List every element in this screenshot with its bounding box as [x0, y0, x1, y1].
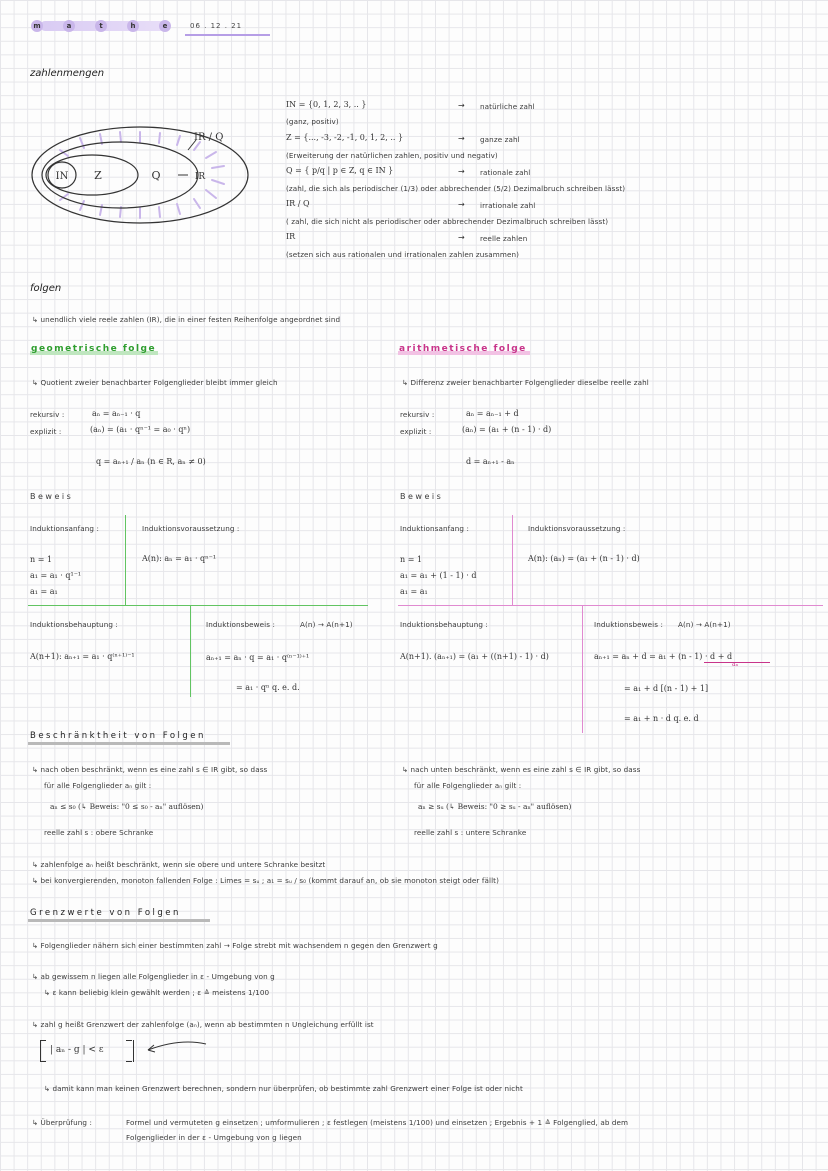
def-r: IR — [286, 232, 296, 241]
beschr-left-2: für alle Folgenglieder aₙ gilt : — [44, 781, 152, 790]
geo-rekursiv: aₙ = aₙ₋₁ · q — [92, 409, 141, 418]
geo-ibew-label: Induktionsbeweis : — [206, 620, 276, 629]
arith-ib-label: Induktionsbehauptung : — [400, 620, 488, 629]
def-z: Z = {..., -3, -2, -1, 0, 1, 2, .. } — [286, 133, 404, 142]
grenz-line-2: ↳ ab gewissem n liegen alle Folgenglieder in ε - Umgebung von g — [32, 972, 275, 981]
def-r-note: (setzen sich aus rationalen und irrationalen zahlen zusammen) — [286, 250, 520, 259]
def-n-arrow: → — [458, 101, 465, 110]
arith-rekursiv-label: rekursiv : — [400, 410, 435, 419]
arith-desc: ↳ Differenz zweier benachbarter Folgenglieder dieselbe reelle zahl — [402, 378, 649, 387]
geo-explizit: (aₙ) = (a₁ · qⁿ⁻¹ = a₀ · qⁿ) — [90, 425, 191, 434]
title-letter-a: a — [63, 20, 75, 32]
number-set-diagram — [20, 118, 260, 228]
def-q-arrow: → — [458, 167, 465, 176]
def-r-name: reelle zahlen — [480, 234, 528, 243]
geo-divider-v1 — [125, 515, 126, 605]
geo-iv: A(n): aₙ = a₁ · qⁿ⁻¹ — [142, 554, 217, 563]
grenz-line-5: ↳ damit kann man keinen Grenzwert berechnen, sondern nur überprüfen, ob bestimmte zahl Grenzwert einer Folge ist oder nicht — [44, 1084, 523, 1093]
epsilon-box-bot-right — [126, 1061, 132, 1062]
geo-ia-label: Induktionsanfang : — [30, 524, 99, 533]
arith-beweis: Beweis — [400, 492, 444, 501]
def-z-arrow: → — [458, 134, 465, 143]
def-irr: IR / Q — [286, 199, 310, 208]
grenz-line-8: Folgenglieder in der ε - Umgebung von g liegen — [126, 1133, 302, 1142]
def-n-name: natürliche zahl — [480, 102, 535, 111]
beschr-note-2: ↳ bei konvergierenden, monoton fallenden Folge : Limes = sᵤ ; a₁ = sᵤ / s₀ (kommt darauf an, ob sie monoton steigt oder fällt) — [32, 876, 499, 885]
geo-q-formula: q = aₙ₊₁ / aₙ (n ∈ R, aₙ ≠ 0) — [96, 457, 206, 466]
arith-ibew-cancel: aₙ — [732, 661, 739, 668]
def-n-note: (ganz, positiv) — [286, 117, 339, 126]
epsilon-box-bot-left — [40, 1061, 46, 1062]
arith-divider-v1 — [512, 515, 513, 605]
def-q-name: rationale zahl — [480, 168, 531, 177]
arith-rekursiv: aₙ = aₙ₋₁ + d — [466, 409, 519, 418]
def-r-arrow: → — [458, 233, 465, 242]
page-date: 06 . 12 . 21 — [190, 22, 243, 30]
zahlenmengen-heading: zahlenmengen — [30, 68, 105, 79]
def-irr-note: ( zahl, die sich nicht als periodischer oder abbrechender Dezimalbruch schreiben lässt) — [286, 217, 609, 226]
geo-ia-2: a₁ = a₁ · q¹⁻¹ — [30, 571, 82, 580]
beschr-right-4: reelle zahl s : untere Schranke — [414, 828, 527, 837]
arith-title: arithmetische folge — [399, 344, 527, 354]
def-z-name: ganze zahl — [480, 135, 520, 144]
arith-iv: A(n): (aₙ) = (a₁ + (n - 1) · d) — [528, 554, 640, 563]
arith-divider-h — [398, 605, 823, 606]
arith-ibew-2: = a₁ + d [(n - 1) + 1] — [624, 684, 709, 693]
title-letter-m: m — [31, 20, 43, 32]
arith-ia-label: Induktionsanfang : — [400, 524, 469, 533]
curved-arrow-icon — [140, 1038, 210, 1058]
grenzwerte-heading: Grenzwerte von Folgen — [30, 908, 181, 918]
geo-ia-3: a₁ = a₁ — [30, 587, 58, 596]
def-n: IN = {0, 1, 2, 3, .. } — [286, 100, 367, 109]
arith-divider-v2 — [582, 605, 583, 733]
geo-ia-1: n = 1 — [30, 555, 53, 564]
geo-explizit-label: explizit : — [30, 427, 62, 436]
arith-ibew-label: Induktionsbeweis : — [594, 620, 664, 629]
arith-ia-2: a₁ = a₁ + (1 - 1) · d — [400, 571, 477, 580]
beschr-right-1: ↳ nach unten beschränkt, wenn es eine zahl s ∈ IR gibt, so dass — [402, 765, 641, 774]
irrational-label: IR / Q — [194, 132, 224, 143]
beschr-right-2: für alle Folgenglieder aₙ gilt : — [414, 781, 522, 790]
def-irr-arrow: → — [458, 200, 465, 209]
geo-divider-v2 — [190, 605, 191, 697]
arith-ia-3: a₁ = a₁ — [400, 587, 428, 596]
title-letter-t: t — [95, 20, 107, 32]
title-letter-h: h — [127, 20, 139, 32]
date-underline — [185, 34, 270, 36]
arith-iv-label: Induktionsvoraussetzung : — [528, 524, 626, 533]
geo-ib-label: Induktionsbehauptung : — [30, 620, 118, 629]
beschraenkt-underline — [28, 742, 230, 745]
grenz-line-6: ↳ Überprüfung : — [32, 1118, 92, 1127]
grenz-line-1: ↳ Folgenglieder nähern sich einer bestimmten zahl → Folge strebt mit wachsendem n gegen den Grenzwert g — [32, 941, 438, 950]
def-q: Q = { p/q | p ∈ Z, q ∈ IN } — [286, 166, 394, 175]
def-irr-name: irrationale zahl — [480, 201, 536, 210]
beschr-left-1: ↳ nach oben beschränkt, wenn es eine zahl s ∈ IR gibt, so dass — [32, 765, 268, 774]
arith-ia-1: n = 1 — [400, 555, 423, 564]
def-q-note: (zahl, die sich als periodischer (1/3) oder abbrechender (5/2) Dezimalbruch schreiben lässt) — [286, 184, 626, 193]
arith-explizit-label: explizit : — [400, 427, 432, 436]
geo-divider-h — [28, 605, 368, 606]
grenz-line-4: ↳ zahl g heißt Grenzwert der zahlenfolge (aₙ), wenn ab bestimmten n Ungleichung erfüllt ist — [32, 1020, 374, 1029]
title-letter-e: e — [159, 20, 171, 32]
beschraenkt-heading: Beschränktheit von Folgen — [30, 731, 206, 741]
epsilon-box-top-right — [126, 1040, 132, 1041]
beschr-note-1: ↳ zahlenfolge aₙ heißt beschränkt, wenn sie obere und untere Schranke besitzt — [32, 860, 326, 869]
epsilon-inequality: | aₙ - g | < ε — [50, 1045, 104, 1055]
beschr-left-3: aₙ ≤ s₀ (↳ Beweis: "0 ≤ s₀ - aₙ" auflösen) — [50, 802, 204, 811]
geo-desc: ↳ Quotient zweier benachbarter Folgenglieder bleibt immer gleich — [32, 378, 278, 387]
arith-explizit: (aₙ) = (a₁ + (n - 1) · d) — [462, 425, 552, 434]
label-ir: IR — [194, 172, 206, 182]
grenzwerte-underline — [28, 919, 210, 922]
grenz-line-7: Formel und vermuteten g einsetzen ; umformulieren ; ε festlegen (meistens 1/100) und einsetzen ; Ergebnis + 1 ≙ Folgenglied, ab dem — [126, 1118, 629, 1127]
geo-title: geometrische folge — [31, 344, 157, 354]
geo-iv-label: Induktionsvoraussetzung : — [142, 524, 240, 533]
grenz-line-3: ↳ ε kann beliebig klein gewählt werden ; ε ≙ meistens 1/100 — [44, 988, 270, 997]
geo-ib: A(n+1): aₙ₊₁ = a₁ · q⁽ⁿ⁺¹⁾⁻¹ — [30, 652, 135, 661]
epsilon-box-top-left — [40, 1040, 46, 1041]
def-z-note: (Erweiterung der natürlichen zahlen, positiv und negativ) — [286, 151, 498, 160]
beschr-left-4: reelle zahl s : obere Schranke — [44, 828, 154, 837]
label-z: Z — [94, 169, 102, 182]
geo-ibew-1: aₙ₊₁ = aₙ · q = a₁ · q⁽ⁿ⁻¹⁾⁺¹ — [206, 653, 310, 662]
beschr-right-3: aₙ ≥ sᵤ (↳ Beweis: "0 ≥ sᵤ - aₙ" auflösen) — [418, 802, 572, 811]
geo-beweis: Beweis — [30, 492, 74, 501]
arith-ib: A(n+1). (aₙ₊₁) = (a₁ + ((n+1) - 1) · d) — [400, 652, 549, 661]
folgen-heading: folgen — [30, 283, 62, 294]
arith-ibew-1: aₙ₊₁ = aₙ + d = a₁ + (n - 1) · d + d — [594, 652, 733, 661]
arith-ibew-head: A(n) → A(n+1) — [678, 620, 731, 629]
geo-ibew-head: A(n) → A(n+1) — [300, 620, 353, 629]
label-q: Q — [151, 169, 161, 182]
folgen-intro: ↳ unendlich viele reele zahlen (IR), die in einer festen Reihenfolge angeordnet sind — [32, 315, 341, 324]
label-n: IN — [55, 171, 69, 182]
arith-d-formula: d = aₙ₊₁ - aₙ — [466, 457, 515, 466]
geo-rekursiv-label: rekursiv : — [30, 410, 65, 419]
geo-ibew-2: = a₁ · qⁿ q. e. d. — [236, 683, 300, 692]
arith-ibew-3: = a₁ + n · d q. e. d — [624, 714, 699, 723]
